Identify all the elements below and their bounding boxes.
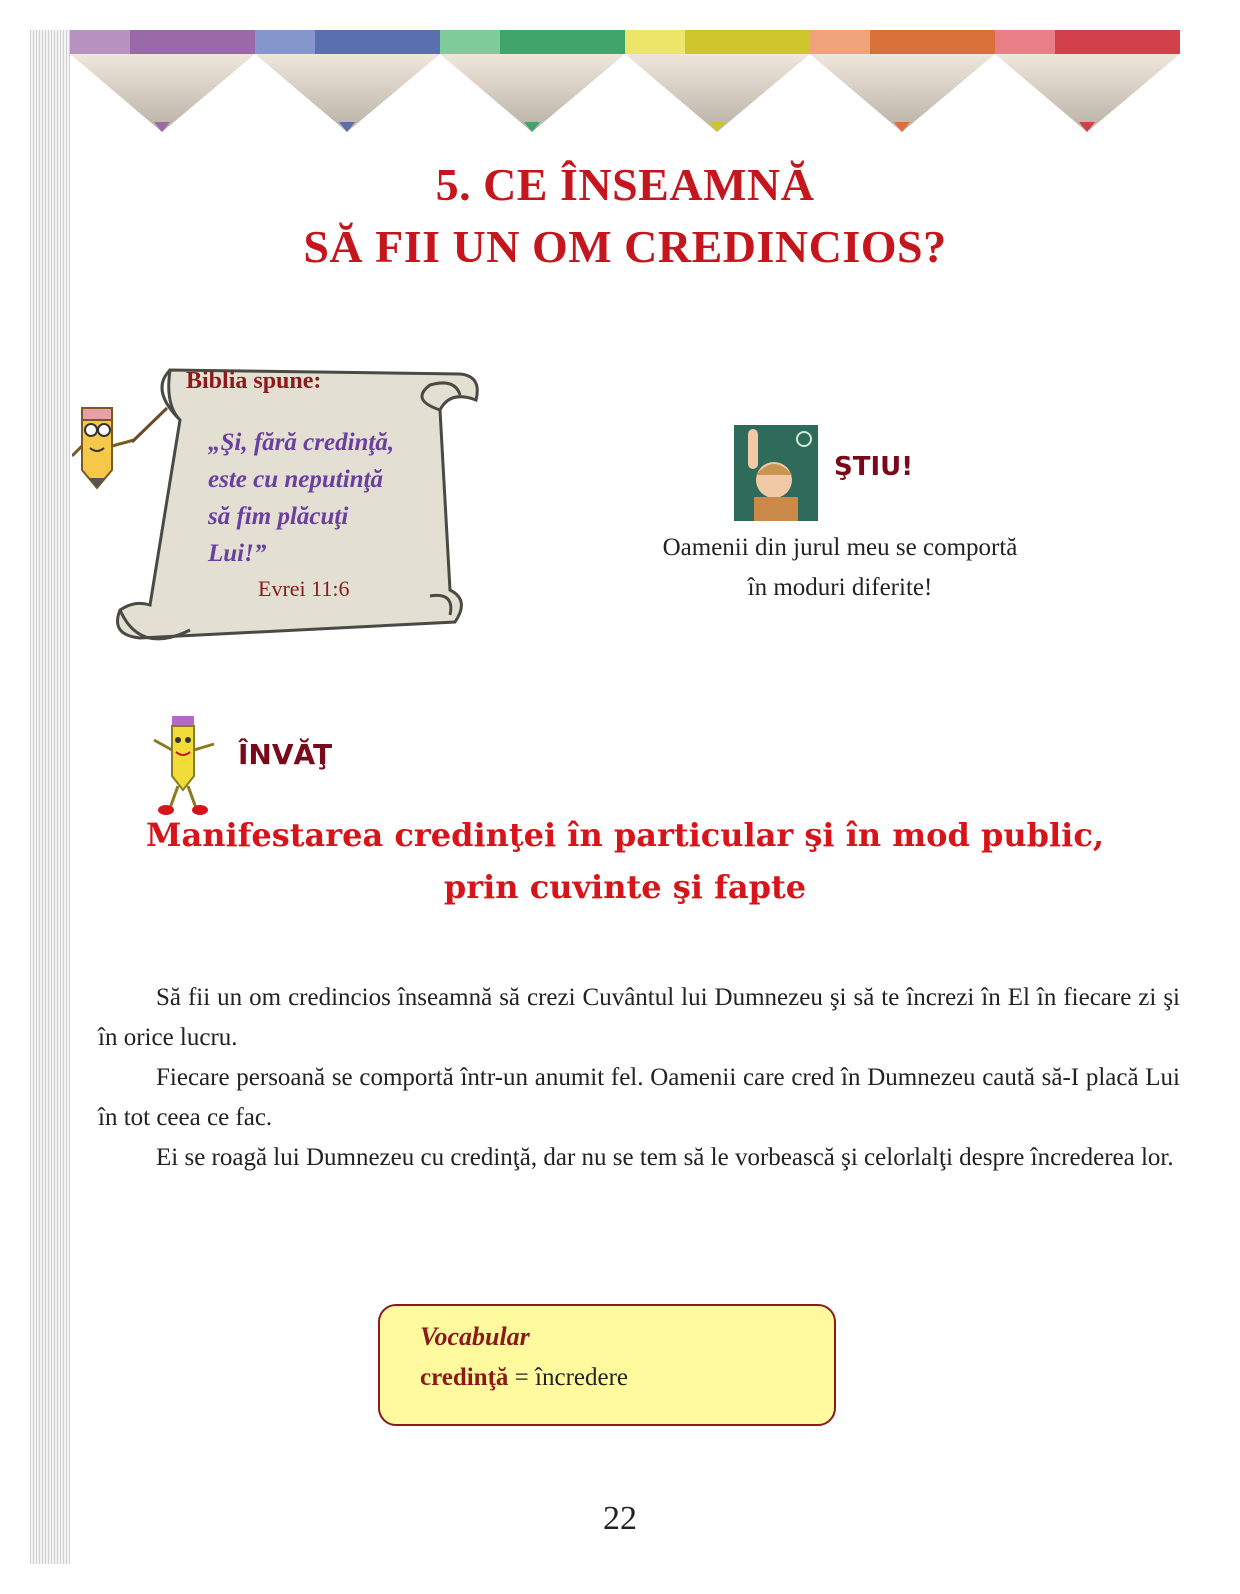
pencil-blue [255, 30, 440, 132]
running-pencil-illustration [150, 710, 220, 820]
stiu-label: ŞTIU! [834, 452, 914, 482]
stiu-text-line-1: Oamenii din jurul meu se comportă [662, 534, 1018, 561]
colored-pencils-banner [70, 30, 1180, 140]
bible-says-heading: Biblia spune: [186, 368, 322, 394]
vocabulary-term: credinţă [420, 1364, 509, 1391]
vocabulary-title: Vocabular [420, 1322, 530, 1351]
pencil-orange [810, 30, 995, 132]
lesson-subtitle-line-2: prin cuvinte şi fapte [443, 868, 807, 906]
invat-label: ÎNVĂŢ [238, 738, 333, 771]
vocabulary-entry [420, 1364, 834, 1392]
bible-reference: Evrei 11:6 [258, 576, 350, 601]
page-number: 22 [603, 1500, 637, 1537]
page-title-line-1: 5. CE ÎNSEAMNĂ [435, 159, 815, 210]
lesson-subtitle-line-1: Manifestarea credinţei în particular şi în mod public, [146, 816, 1104, 854]
pencil-yellow [625, 30, 810, 132]
pencil-red [995, 30, 1180, 132]
vocabulary-definition: = încredere [508, 1364, 629, 1391]
child-raising-hand-photo [734, 425, 818, 521]
paragraph: Să fii un om credincios înseamnă să crezi Cuvântul lui Dumnezeu şi să te încrezi în El în fiecare zi şi în orice lucru. [98, 984, 1180, 1051]
page-title-line-2: SĂ FII UN OM CREDINCIOS? [303, 221, 947, 272]
bible-quote: „Şi, fără credinţă, este cu neputinţă să fim plăcuţi Lui!” [208, 429, 395, 567]
paragraph: Fiecare persoană se comportă într-un anumit fel. Oamenii care cred în Dumnezeu caută să-I placă Lui în tot ceea ce fac. [98, 1064, 1180, 1131]
pencil-purple [70, 30, 255, 132]
paragraph: Ei se roagă lui Dumnezeu cu credinţă, dar nu se tem să le vorbească şi celorlalţi despre încrederea lor. [156, 1144, 1174, 1171]
stiu-text-line-2: în moduri diferite! [747, 574, 933, 601]
pencil-green [440, 30, 625, 132]
stiu-text [600, 528, 1080, 608]
lesson-body [98, 978, 1180, 1178]
page-margin-stripe [30, 30, 70, 1564]
vocabulary-box [378, 1304, 836, 1426]
